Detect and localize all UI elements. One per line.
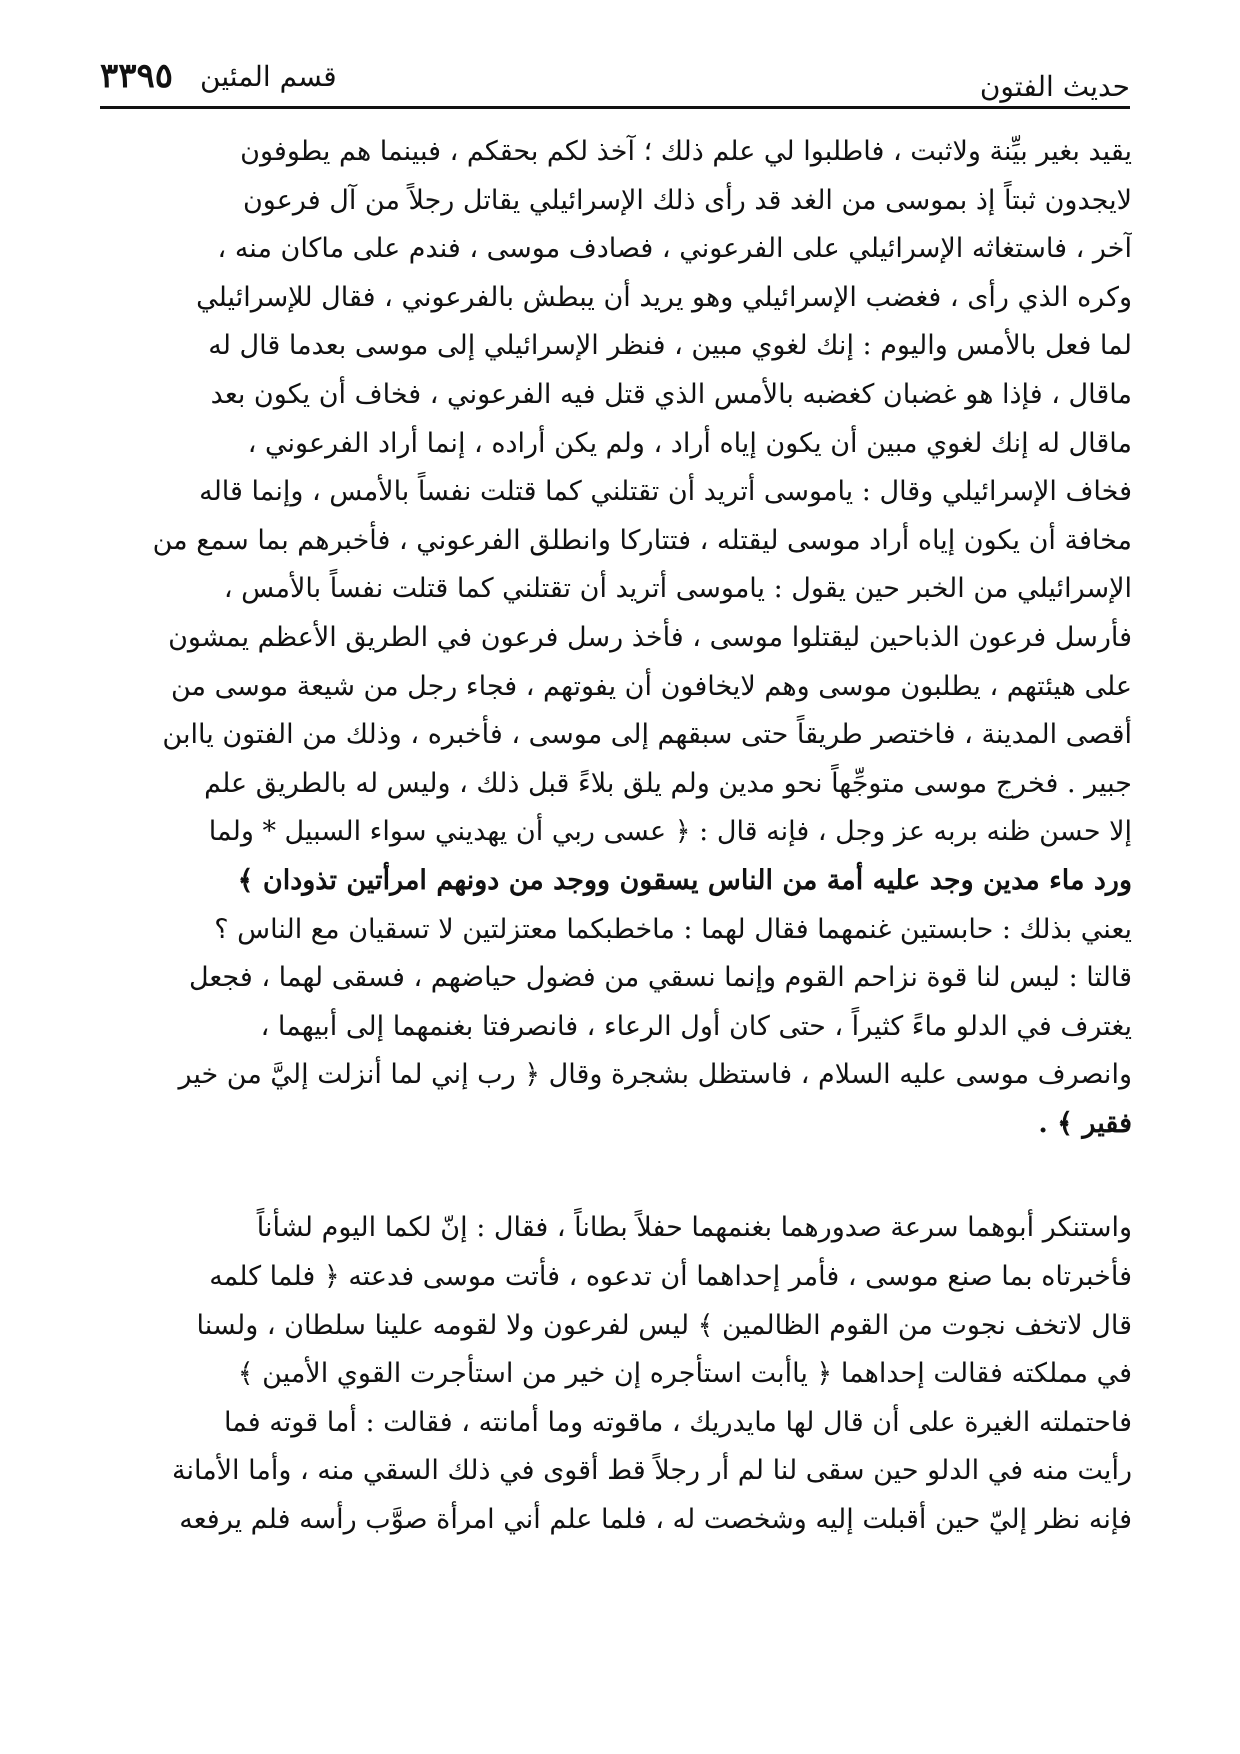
text-line: مخافة أن يكون إياه أراد موسى ليقتله ، فتتاركا وانطلق الفرعوني ، فأخبرهم بما سمع من [152,524,1132,556]
text-line: يغترف في الدلو ماءً كثيراً ، حتى كان أول الرعاء ، فانصرفتا بغنمهما إلى أبيهما ، [260,1010,1132,1042]
text-line: إلا حسن ظنه بربه عز وجل ، فإنه قال : ﴿ عسى ربي أن يهديني سواء السبيل * ولما [208,816,1132,848]
header-divider [100,106,1130,109]
text-line: فأخبرتاه بما صنع موسى ، فأمر إحداهما أن تدعوه ، فأتت موسى فدعته ﴿ فلما كلمه [209,1261,1132,1293]
paragraph-gap [112,1148,1132,1204]
text-line: آخر ، فاستغاثه الإسرائيلي على الفرعوني ، فصادف موسى ، فندم على ماكان منه ، [217,233,1132,265]
running-title: حديث الفتون [979,70,1130,103]
text-line: في مملكته فقالت إحداهما ﴿ ياأبت استأجره إن خير من استأجرت القوي الأمين ﴾ [237,1358,1132,1390]
text-line: لما فعل بالأمس واليوم : إنك لغوي مبين ، فنظر الإسرائيلي إلى موسى بعدما قال له [208,330,1132,362]
text-line: وكره الذي رأى ، فغضب الإسرائيلي وهو يريد أن يبطش بالفرعوني ، فقال للإسرائيلي [196,281,1132,313]
text-line: أقصى المدينة ، فاختصر طريقاً حتى سبقهم إلى موسى ، فأخبره ، وذلك من الفتون ياابن [162,719,1132,751]
text-line: فإنه نظر إليّ حين أقبلت إليه وشخصت له ، فلما علم أني امرأة صوَّب رأسه فلم يرفعه [179,1504,1132,1536]
page-header [100,56,1130,106]
text-line: قالتا : ليس لنا قوة نزاحم القوم وإنما نسقي من فضول حياضهم ، فسقى لهما ، فجعل [188,962,1132,994]
text-line: ماقال له إنك لغوي مبين أن يكون إياه أراد ، ولم يكن أراده ، إنما أراد الفرعوني ، [247,427,1132,459]
text-line: الإسرائيلي من الخبر حين يقول : ياموسى أتريد أن تقتلني كما قتلت نفساً بالأمس ، [223,573,1132,605]
page-number: ٣٣٩٥ [100,56,174,96]
text-line: وانصرف موسى عليه السلام ، فاستظل بشجرة وقال ﴿ رب إني لما أنزلت إليَّ من خير [178,1059,1132,1091]
section-title: قسم المئين [200,60,337,93]
text-line: يعني بذلك : حابستين غنمهما فقال لهما : ماخطبكما معتزلتين لا تسقيان مع الناس ؟ [214,913,1132,945]
text-line-quran: ورد ماء مدين وجد عليه أمة من الناس يسقون ووجد من دونهم امرأتين تذودان ﴾ [237,864,1132,896]
body-text [112,128,1132,1545]
text-line: جبير . فخرج موسى متوجِّهاً نحو مدين ولم يلق بلاءً قبل ذلك ، وليس له بالطريق علم [204,767,1132,799]
text-line: ماقال ، فإذا هو غضبان كغضبه بالأمس الذي قتل فيه الفرعوني ، فخاف أن يكون بعد [210,378,1132,410]
text-line-quran: فقير ﴾ . [1038,1107,1132,1139]
text-line: فأرسل فرعون الذباحين ليقتلوا موسى ، فأخذ رسل فرعون في الطريق الأعظم يمشون [168,621,1132,653]
text-line: واستنكر أبوهما سرعة صدورهما بغنمهما حفلاً بطاناً ، فقال : إنّ لكما اليوم لشأناً [256,1212,1132,1244]
text-line: يقيد بغير بيِّنة ولاثبت ، فاطلبوا لي علم ذلك ؛ آخذ لكم بحقكم ، فبينما هم يطوفون [240,136,1132,167]
text-line: قال لاتخف نجوت من القوم الظالمين ﴾ ليس لفرعون ولا لقومه علينا سلطان ، ولسنا [196,1309,1132,1341]
text-line: فخاف الإسرائيلي وقال : ياموسى أتريد أن تقتلني كما قتلت نفساً بالأمس ، وإنما قاله [199,476,1132,508]
text-line: فاحتملته الغيرة على أن قال لها مايدريك ، ماقوته وما أمانته ، فقالت : أما قوته فما [223,1406,1132,1438]
text-line: رأيت منه في الدلو حين سقى لنا لم أر رجلاً قط أقوى في ذلك السقي منه ، وأما الأمانة [171,1455,1132,1487]
text-line: على هيئتهم ، يطلبون موسى وهم لايخافون أن يفوتهم ، فجاء رجل من شيعة موسى من [170,670,1132,702]
text-line: لايجدون ثبتاً إذ بموسى من الغد قد رأى ذلك الإسرائيلي يقاتل رجلاً من آل فرعون [242,184,1132,216]
